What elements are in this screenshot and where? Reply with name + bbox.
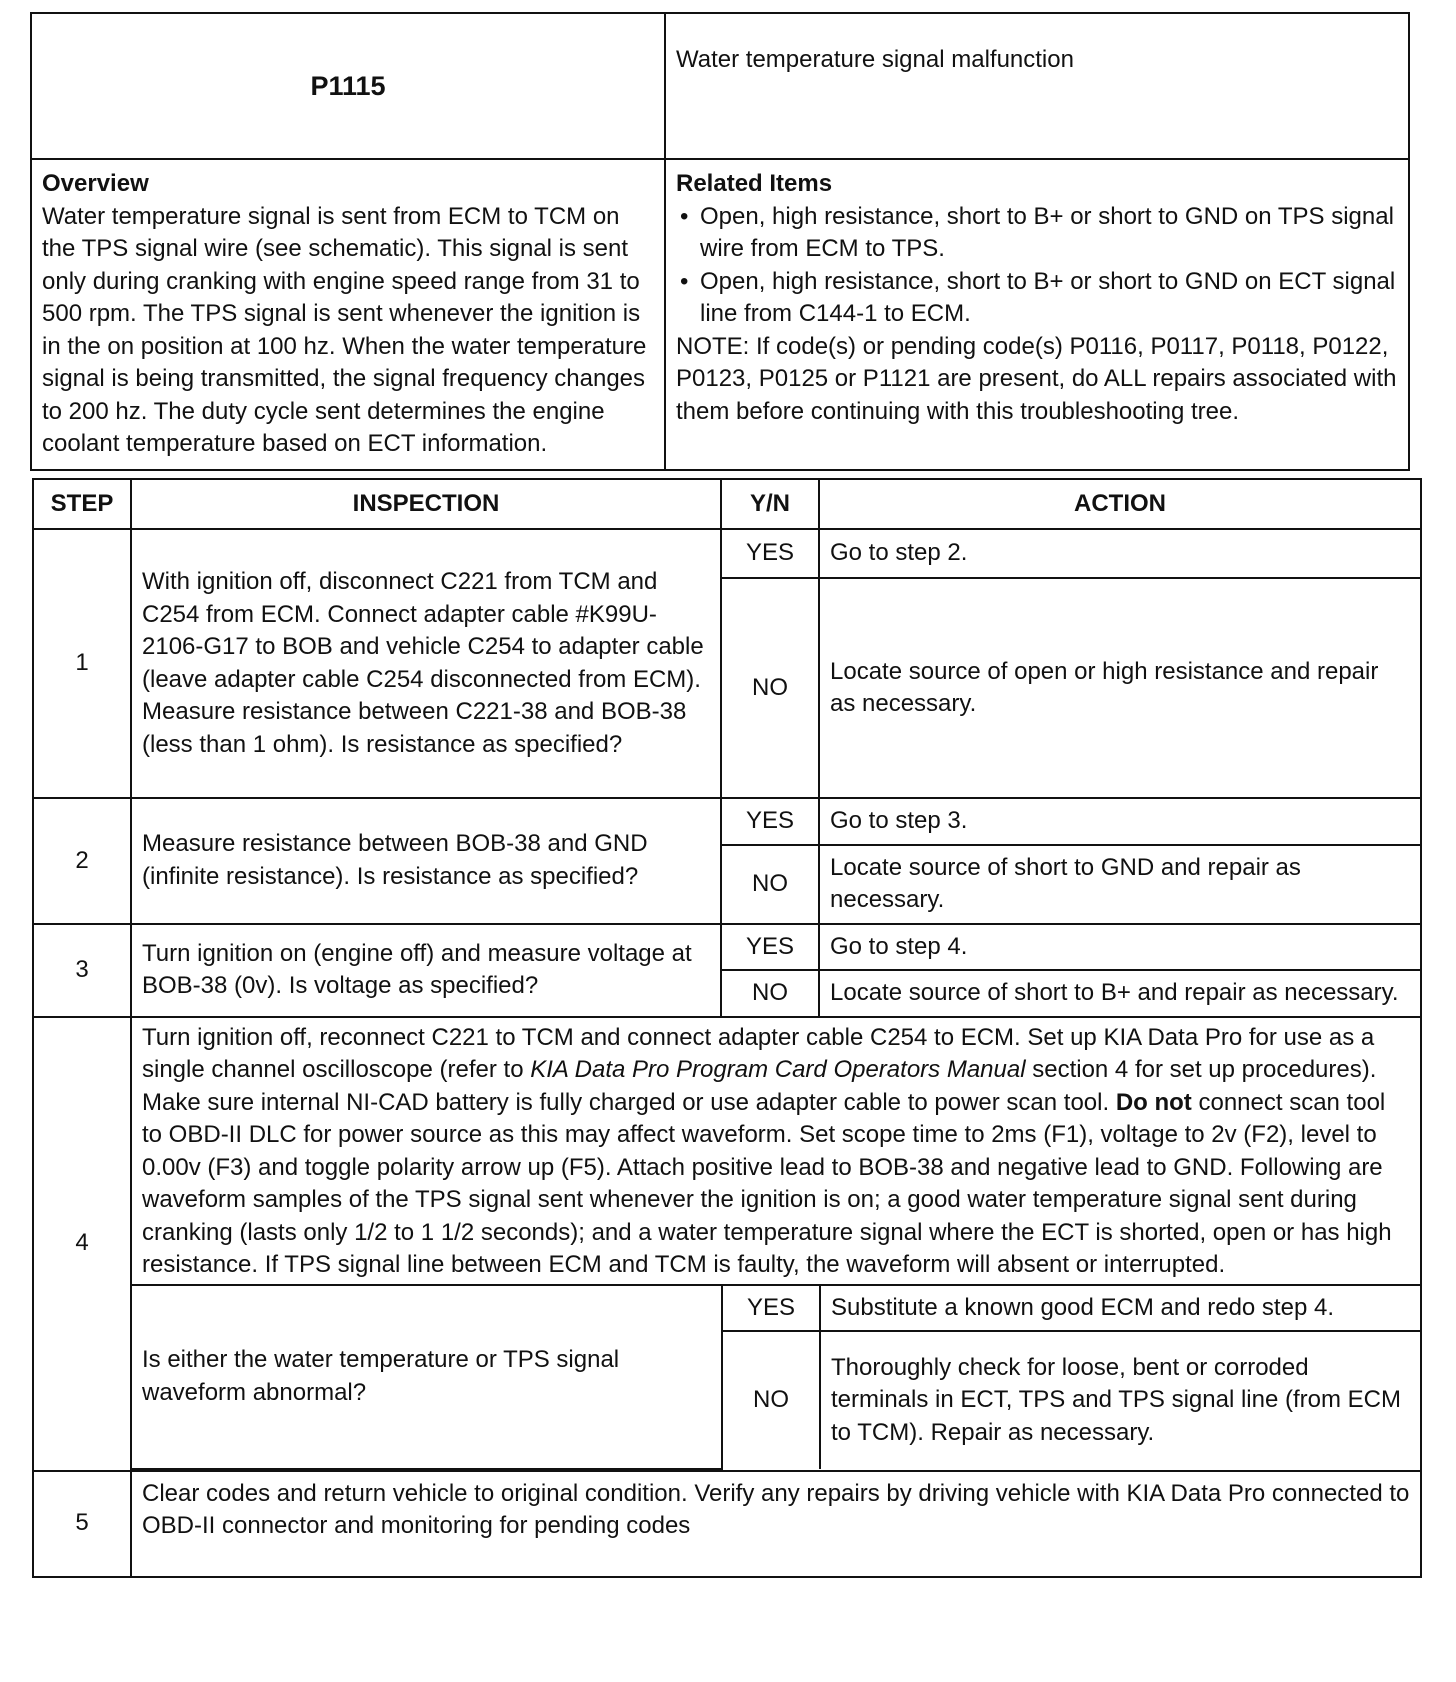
no-action: Locate source of open or high resistance and repair as necessary. [819,578,1421,798]
dtc-code: P1115 [31,13,665,159]
no-label: NO [721,578,819,798]
col-header-inspection: INSPECTION [131,479,721,529]
related-item: • Open, high resistance, short to B+ or short to GND on TPS signal wire from ECM to TPS. [700,201,1398,266]
overview-text: Water temperature signal is sent from ECM to TCM on the TPS signal wire (see schematic). This signal is sent only during cranking with engine speed range from 31 to 500 rpm. The TPS signal is sent whenever the ignition is in the on position at 100 hz. When the water temperature signal is being transmitted, the signal frequency changes to 200 hz. The duty cycle sent determines the engine coolant temperature based on ECT information. [42,202,647,457]
yes-label: YES [721,529,819,578]
yes-action: Go to step 4. [819,924,1421,971]
step-inspection: With ignition off, disconnect C221 from TCM and C254 from ECM. Connect adapter cable #K99U-2106-G17 to BOB and vehicle C254 to adapter cable (leave adapter cable C254 disconnected from ECM). Measure resistance between C221-38 and BOB-38 (less than 1 ohm). Is resistance as specified? [131,529,721,798]
step-number: 2 [33,798,131,924]
step-4-instructions [131,1017,1421,1285]
manual-reference: KIA Data Pro Program Card Operators Manual [530,1056,1026,1083]
step-4-decision [131,1285,1421,1471]
step-4-text: connect scan tool to OBD-II DLC for power source as this may affect waveform. Set scope time to 2ms (F1), voltage to 2v (F2), level to 0.00v (F3) and toggle polarity arrow up (F5). Attach positive lead to BOB-38 and negative lead to GND. Following are waveform samples of the TPS signal sent whenever the ignition is on; a good water temperature signal sent during cranking (lasts only 1/2 to 1 1/2 seconds); and a water temperature signal where the ECT is shorted, open or has high resistance. If TPS signal line between ECM and TCM is faulty, the waveform will absent or interrupted. [142,1088,1392,1278]
step-4-text: Turn ignition off, reconnect C221 to TCM and connect adapter cable C254 to ECM. Set up KIA Data Pro for use as a single channel oscilloscope (refer to [142,1023,1375,1083]
step-number: 3 [33,924,131,1017]
no-label: NO [721,970,819,1017]
no-action: Locate source of short to GND and repair as necessary. [819,845,1421,924]
yes-label: YES [722,1286,820,1332]
step-number: 5 [33,1471,131,1577]
step-inspection: Turn ignition on (engine off) and measure voltage at BOB-38 (0v). Is voltage as specified? [131,924,721,1017]
related-items-cell [665,159,1409,470]
yes-action: Go to step 3. [819,798,1421,845]
no-action: Thoroughly check for loose, bent or corroded terminals in ECT, TPS and TPS signal line (from ECM to TCM). Repair as necessary. [820,1331,1420,1469]
yes-label: YES [721,798,819,845]
dtc-title: Water temperature signal malfunction [665,13,1409,159]
col-header-yn: Y/N [721,479,819,529]
no-label: NO [722,1331,820,1469]
col-header-step: STEP [33,479,131,529]
troubleshooting-table [32,478,1422,1578]
step-number: 4 [33,1017,131,1471]
step-question: Is either the water temperature or TPS signal waveform abnormal? [132,1286,722,1469]
related-item: • Open, high resistance, short to B+ or short to GND on ECT signal line from C144-1 to ECM. [700,266,1398,331]
note-text: NOTE: If code(s) or pending code(s) P0116, P0117, P0118, P0122, P0123, P0125 or P1121 are present, do ALL repairs associated with them before continuing with this troubleshooting tree. [676,332,1397,425]
overview-cell [31,159,665,470]
overview-heading: Overview [42,170,149,197]
no-label: NO [721,845,819,924]
related-items-heading: Related Items [676,170,833,197]
do-not-warning: Do not [1115,1088,1192,1116]
no-action: Locate source of short to B+ and repair as necessary. [819,970,1421,1017]
yes-action: Substitute a known good ECM and redo step 4. [820,1286,1420,1332]
related-items-list [676,201,1398,331]
yes-label: YES [721,924,819,971]
step-5-text: Clear codes and return vehicle to original condition. Verify any repairs by driving vehicle with KIA Data Pro connected to OBD-II connector and monitoring for pending codes [131,1471,1421,1577]
yes-action: Go to step 2. [819,529,1421,578]
step-4-decision-table [132,1286,1420,1470]
col-header-action: ACTION [819,479,1421,529]
step-4-text: section 4 for set up procedures). Make sure internal NI-CAD battery is fully charged or use adapter cable to power scan tool. [142,1056,1377,1116]
code-header-table [30,12,1410,471]
step-number: 1 [33,529,131,798]
step-inspection: Measure resistance between BOB-38 and GND (infinite resistance). Is resistance as specified? [131,798,721,924]
